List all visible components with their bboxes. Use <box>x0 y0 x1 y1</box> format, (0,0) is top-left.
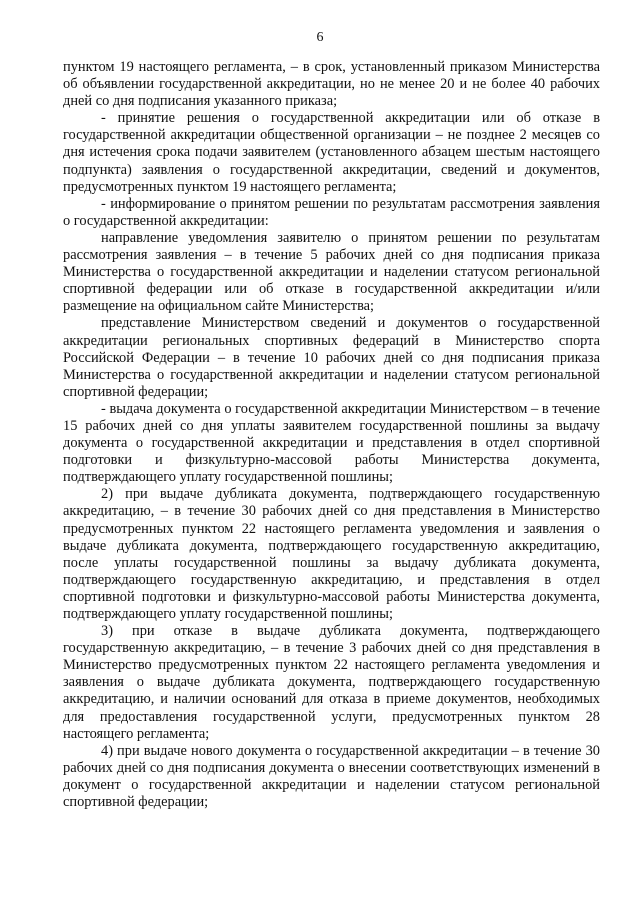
paragraph: направление уведомления заявителю о принятом решении по результатам рассмотрения заявления – в течение 5 рабочих дней со дня подписания приказа Министерства о государственной аккредитации и наделении статусом региональной спортивной федерации или об отказе в государственной аккредитации и/или размещение на официальном сайте Министерства; <box>63 229 600 315</box>
paragraph: пунктом 19 настоящего регламента, – в срок, установленный приказом Министерства об объявлении государственной аккредитации, но не менее 20 и не более 40 рабочих дней со дня подписания указанного приказа; <box>63 59 600 110</box>
paragraph: 3) при отказе в выдаче дубликата документа, подтверждающего государственную аккредитацию, – в течение 3 рабочих дней со дня представления в Министерство предусмотренных пунктом 22 настоящего регламента уведомления и заявления о выдаче дубликата документа, подтверждающего государственную аккредитацию, и наличии оснований для отказа в приеме документов, необходимых для предоставления государственной услуги, предусмотренных пунктом 28 настоящего регламента; <box>63 623 600 742</box>
paragraph: - выдача документа о государственной аккредитации Министерством – в течение 15 рабочих дней со дня уплаты заявителем государственной пошлины за выдачу документа о государственной аккредитации и представления в отдел спортивной подготовки и физкультурно-массовой работы Министерства документа, подтверждающего уплату государственной пошлины; <box>63 400 600 486</box>
document-body <box>63 59 600 811</box>
paragraph: - информирование о принятом решении по результатам рассмотрения заявления о государственной аккредитации: <box>63 195 600 229</box>
paragraph: 2) при выдаче дубликата документа, подтверждающего государственную аккредитацию, – в течение 30 рабочих дней со дня представления в Министерство предусмотренных пунктом 22 настоящего регламента уведомления и заявления о выдаче дубликата документа, подтверждающего государственную аккредитацию, после уплаты государственной пошлины за выдачу дубликата документа, подтверждающего государственную аккредитацию, и представления в отдел спортивной подготовки и физкультурно-массовой работы Министерства документа, подтверждающего уплату государственной пошлины; <box>63 486 600 622</box>
paragraph: - принятие решения о государственной аккредитации или об отказе в государственной аккредитации общественной организации – не позднее 2 месяцев со дня истечения срока подачи заявителем (установленного абзацем шестым настоящего подпункта) заявления о государственной аккредитации, сведений и документов, предусмотренных пунктом 19 настоящего регламента; <box>63 110 600 195</box>
page-number: 6 <box>316 30 324 45</box>
paragraph: 4) при выдаче нового документа о государственной аккредитации – в течение 30 рабочих дней со дня подписания документа о внесении соответствующих изменений в документ о государственной аккредитации и наделении статусом региональной спортивной федерации; <box>63 742 600 811</box>
paragraph: представление Министерством сведений и документов о государственной аккредитации региональных спортивных федераций в Министерство спорта Российской Федерации – в течение 10 рабочих дней со дня подписания приказа Министерства о государственной аккредитации и наделении статусом региональной спортивной федерации; <box>63 315 600 400</box>
